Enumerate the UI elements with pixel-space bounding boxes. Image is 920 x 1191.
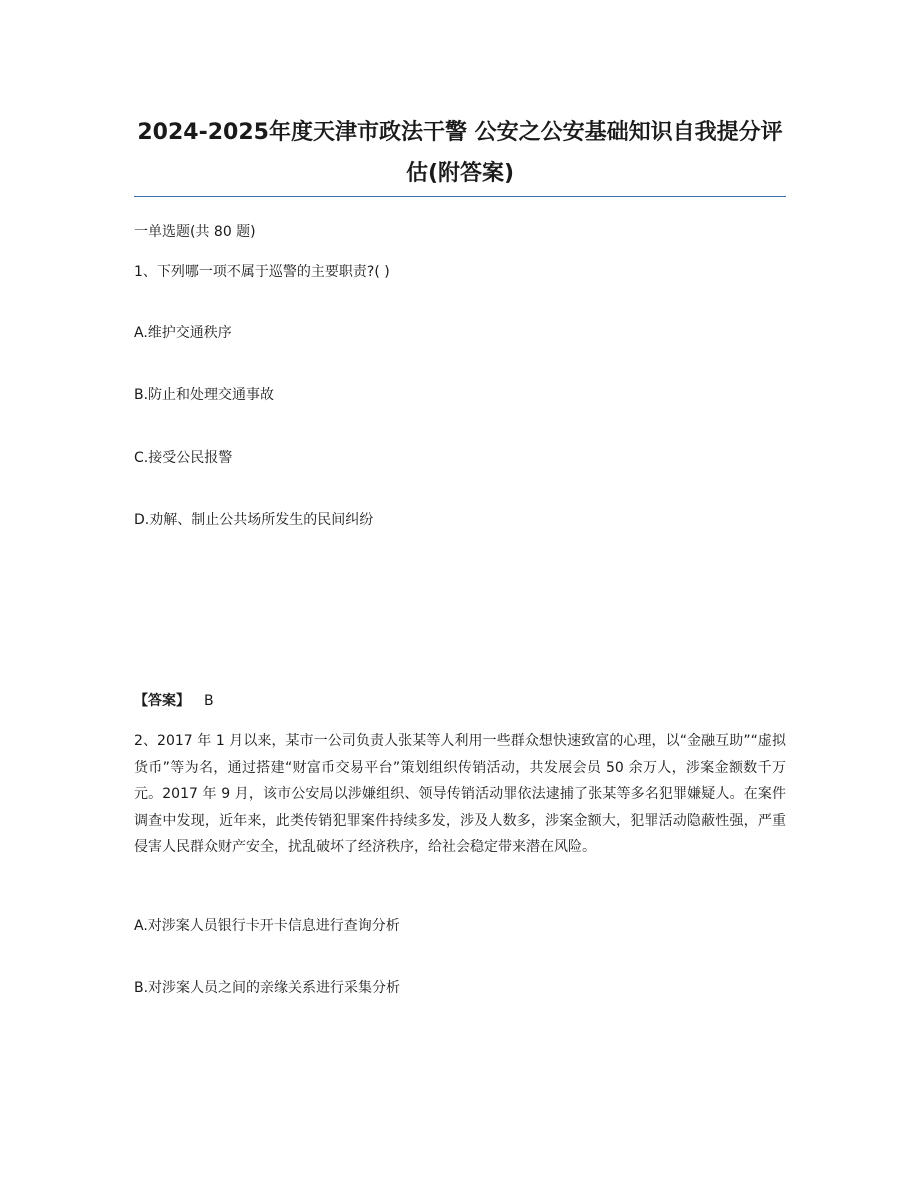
title-divider (134, 196, 786, 197)
answer-value: B (204, 693, 214, 709)
question-1-option-a: A.维护交通秩序 (134, 325, 232, 341)
question-1-option-b: B.防止和处理交通事故 (134, 387, 275, 403)
question-1-option-c: C.接受公民报警 (134, 450, 233, 466)
question-1-stem: 1、下列哪一项不属于巡警的主要职责?( ) (134, 264, 390, 280)
question-1-option-d: D.劝解、制止公共场所发生的民间纠纷 (134, 512, 374, 528)
question-1-answer (134, 691, 214, 711)
answer-label: 【答案】 (134, 693, 190, 709)
question-2-option-a: A.对涉案人员银行卡开卡信息进行查询分析 (134, 918, 400, 934)
document-title: 2024-2025年度天津市政法干警 公安之公安基础知识自我提分评估(附答案) (137, 120, 783, 186)
question-2-stem: 2、2017 年 1 月以来，某市一公司负责人张某等人利用一些群众想快速致富的心理，以“金融互助”“虚拟货币”等为名，通过搭建“财富币交易平台”策划组织传销活动，共发展会员 50 余万人，涉案金额数千万元。2017 年 9 月，该市公安局以涉嫌组织、领导传销活动罪依法逮捕了张某等多名犯罪嫌疑人。在案件调查中发现，近年来，此类传销犯罪案件持续多发，涉及人数多，涉案金额大，犯罪活动隐蔽性强，严重侵害人民群众财产安全，扰乱破坏了经济秩序，给社会稳定带来潜在风险。 (134, 733, 786, 856)
section-heading: 一单选题(共 80 题) (134, 224, 256, 240)
question-2-option-b: B.对涉案人员之间的亲缘关系进行采集分析 (134, 980, 401, 996)
